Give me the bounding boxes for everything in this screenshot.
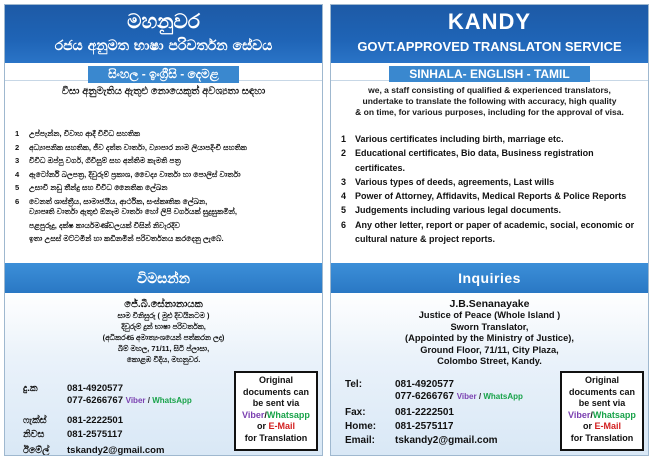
home-label: Home:: [345, 421, 377, 432]
list-item: [341, 218, 642, 247]
email-address: tskandy2@gmail.com: [395, 435, 498, 446]
home-row: [23, 429, 122, 440]
email-label: ඊමේල්: [23, 445, 50, 456]
list-item: [15, 154, 316, 168]
separator: /: [590, 409, 593, 420]
person-line: බිම් මහල, 71/11, සිටි ප්ලාසා,: [117, 344, 210, 353]
item-text: Judgements including various legal documents.: [355, 205, 562, 216]
viber-label: Viber: [125, 396, 146, 405]
purpose-line: & on time, for various purposes, including for the approval of visa.: [355, 107, 624, 117]
separator: /: [147, 396, 150, 405]
home-number: 081-2575117: [395, 421, 454, 432]
sinhala-subtitle: රජය අනුමත භාෂා පරිවර්තන සේවය: [54, 38, 273, 54]
docbox-email: E-Mail: [268, 421, 296, 431]
docbox-line: for Translation: [244, 432, 308, 443]
list-item: [15, 168, 316, 182]
docbox-whatsapp: Whatsapp: [266, 409, 310, 420]
mobile-row: [67, 395, 192, 406]
fax-label: Fax:: [345, 407, 366, 418]
person-line: දිවුරුම් දුන් භාෂා පරිවර්තක,: [121, 322, 206, 331]
item-text: Educational certificates, Bio data, Business registration certificates.: [355, 148, 594, 173]
item-text: ඇටෝර්නි බලපත්‍ර, දිවුරුම් ප්‍රකාශ, වෛද්‍ය වාර්තා හා පොලිස් වාර්තා: [29, 169, 241, 179]
list-item: [341, 146, 642, 175]
list-item: [341, 189, 642, 203]
english-language-bar: [331, 63, 648, 81]
docbox-line: be sent via: [578, 398, 626, 408]
docbox-line: documents can: [568, 386, 635, 397]
item-number: 6: [15, 196, 20, 206]
person-line: Justice of Peace (Whole Island ): [418, 310, 561, 321]
separator: /: [478, 392, 482, 401]
person-line: Sworn Translator,: [450, 321, 529, 332]
purpose-line: we, a staff consisting of qualified & experienced translators,: [368, 85, 611, 95]
docbox-viber: Viber: [242, 409, 265, 420]
english-flyer: [330, 4, 649, 456]
original-documents-box: [234, 371, 318, 451]
fax-number: 081-2222501: [67, 415, 123, 426]
home-row: [345, 421, 453, 432]
whatsapp-label: WhatsApp: [483, 392, 523, 401]
item-number: 1: [341, 134, 347, 144]
person-name: ජේ.බී.සේනානායක: [124, 299, 203, 310]
docbox-viber: Viber: [568, 409, 591, 420]
email-label: Email:: [345, 435, 376, 446]
person-line: (අධිකරණ අමාත්‍යංශයෙන් පත්කරන ලද): [102, 333, 225, 342]
sinhala-person-block: [45, 299, 282, 365]
phone-number: 081-4920577: [395, 379, 454, 390]
english-person-block: [361, 299, 618, 367]
item-number: 3: [15, 156, 20, 165]
person-line: සාම විනිසුරු ( මුළු දිවයිනටම ): [117, 311, 210, 320]
fax-number: 081-2222501: [395, 407, 454, 418]
item-number: 3: [341, 176, 347, 187]
english-subtitle: GOVT.APPROVED TRANSLATON SERVICE: [357, 39, 622, 54]
person-line: Ground Floor, 71/11, City Plaza,: [420, 344, 559, 355]
english-languages: SINHALA- ENGLISH - TAMIL: [389, 66, 589, 82]
fax-row: [345, 407, 454, 418]
whatsapp-label: WhatsApp: [152, 396, 192, 405]
person-name: J.B.Senanayake: [449, 298, 530, 310]
fax-row: [23, 415, 123, 426]
sinhala-service-list: [15, 127, 316, 208]
item-text: Various types of deeds, agreements, Last wills: [355, 176, 555, 187]
phone-label: Tel:: [345, 379, 363, 390]
mobile-row: [395, 391, 523, 402]
list-item: [341, 132, 642, 146]
sinhala-inquiries-heading: විමසන්න: [5, 263, 322, 293]
docbox-line: Original: [258, 375, 293, 385]
english-header: [331, 5, 648, 63]
email-row: [345, 435, 498, 446]
english-purpose: [339, 85, 640, 118]
home-number: 081-2575117: [67, 429, 123, 440]
docbox-or: or: [256, 421, 266, 431]
item-text: Any other letter, report or paper of academic, social, economic or cultural nature & project reports.: [355, 219, 635, 245]
item-number: 2: [15, 142, 20, 152]
docbox-line: for Translation: [570, 432, 634, 443]
item-number: 2: [341, 148, 347, 159]
extra-line: ව්‍යාපෘති වාර්තා ඇතුළු ඕනෑම වාර්තා හෝ ලිපි වර්ගයක් සුදුසුකමින්,: [29, 207, 237, 216]
home-label: නිවස: [23, 429, 45, 440]
sinhala-language-bar: [5, 63, 322, 81]
item-text: විවිධ ඔප්පු වර්ග, ගිවිසුම් සහ අන්තිම කැමති පත්‍ර: [29, 156, 181, 165]
docbox-line: documents can: [242, 386, 309, 397]
phone-number: 081-4920577: [67, 383, 123, 394]
item-number: 1: [15, 129, 20, 138]
list-item: [341, 175, 642, 189]
extra-line: ඉතා උසස් මට්ටමින් හා කඩිනමින් පරිවර්තනය කරදෙනු ලැබේ.: [29, 234, 224, 243]
item-text: Power of Attorney, Affidavits, Medical Reports & Police Reports: [355, 191, 627, 202]
phone-row: [23, 383, 123, 394]
item-number: 5: [341, 205, 347, 216]
docbox-or: or: [582, 421, 592, 431]
list-item: [15, 127, 316, 141]
original-documents-box: [560, 371, 644, 451]
person-line: කොළඹ වීදිය, මහනුවර.: [126, 355, 201, 364]
phone-row: [345, 379, 454, 390]
fax-label: ෆැක්ස්: [23, 415, 47, 426]
item-text: අධ්‍යාපනික සහතික, ජීව දත්ත වාර්තා, ව්‍යාපාර නාම ලියාපදිංචි සහතික: [29, 142, 247, 152]
english-title: KANDY: [447, 9, 532, 34]
sinhala-purpose: වීසා අනුමැතිය ඇතුළු නොයෙකුත් අවශ්‍යතා සඳහා: [61, 86, 266, 97]
email-address: tskandy2@gmail.com: [67, 445, 165, 456]
person-line: (Appointed by the Ministry of Justice),: [405, 333, 574, 344]
docbox-email: E-Mail: [594, 421, 622, 431]
email-row: [23, 445, 164, 456]
sinhala-languages: සිංහල - ඉංග්‍රීසි - දෙමළ: [88, 66, 239, 83]
item-text: වෙනත් ශාස්ත්‍රීය, සාමාජයීය, ආර්ථික, සංස්කෘතික ලේඛන,: [29, 196, 208, 206]
english-inquiries-heading: Inquiries: [331, 263, 648, 293]
item-number: 4: [341, 191, 347, 202]
sinhala-extra-text: [29, 205, 314, 246]
separator: /: [264, 409, 267, 420]
sinhala-header: [5, 5, 322, 63]
mobile-number: 077-6266767: [67, 395, 123, 406]
list-item: [15, 141, 316, 155]
purpose-line: undertake to translate the following with accuracy, high quality: [362, 96, 617, 106]
sinhala-title: මහනුවර: [127, 11, 200, 33]
item-number: 5: [15, 183, 20, 192]
item-number: 4: [15, 169, 20, 179]
english-service-list: [341, 132, 642, 246]
item-number: 6: [341, 219, 347, 230]
docbox-line: be sent via: [252, 398, 300, 408]
viber-label: Viber: [456, 392, 477, 401]
item-text: උසාවි නඩු තීන්දු සහ විවිධ නෛතික ලේඛන: [29, 183, 168, 192]
item-text: උප්පැන්න, විවාහ ආදී විවිධ සහතික: [29, 129, 141, 138]
mobile-number: 077-6266767: [395, 391, 454, 402]
person-line: Colombo Street, Kandy.: [437, 356, 542, 367]
phone-label: දු.ක: [23, 383, 38, 394]
extra-line: පළපුරුදු, දක්ෂ කාර්යමණ්ඩලයක් විසින් නිවැරදිව: [29, 220, 181, 230]
list-item: [341, 203, 642, 217]
list-item: [15, 181, 316, 195]
item-text: Various certificates including birth, marriage etc.: [355, 134, 564, 144]
sinhala-flyer: [4, 4, 323, 456]
docbox-line: Original: [584, 375, 619, 385]
docbox-whatsapp: Whatsapp: [592, 409, 636, 420]
